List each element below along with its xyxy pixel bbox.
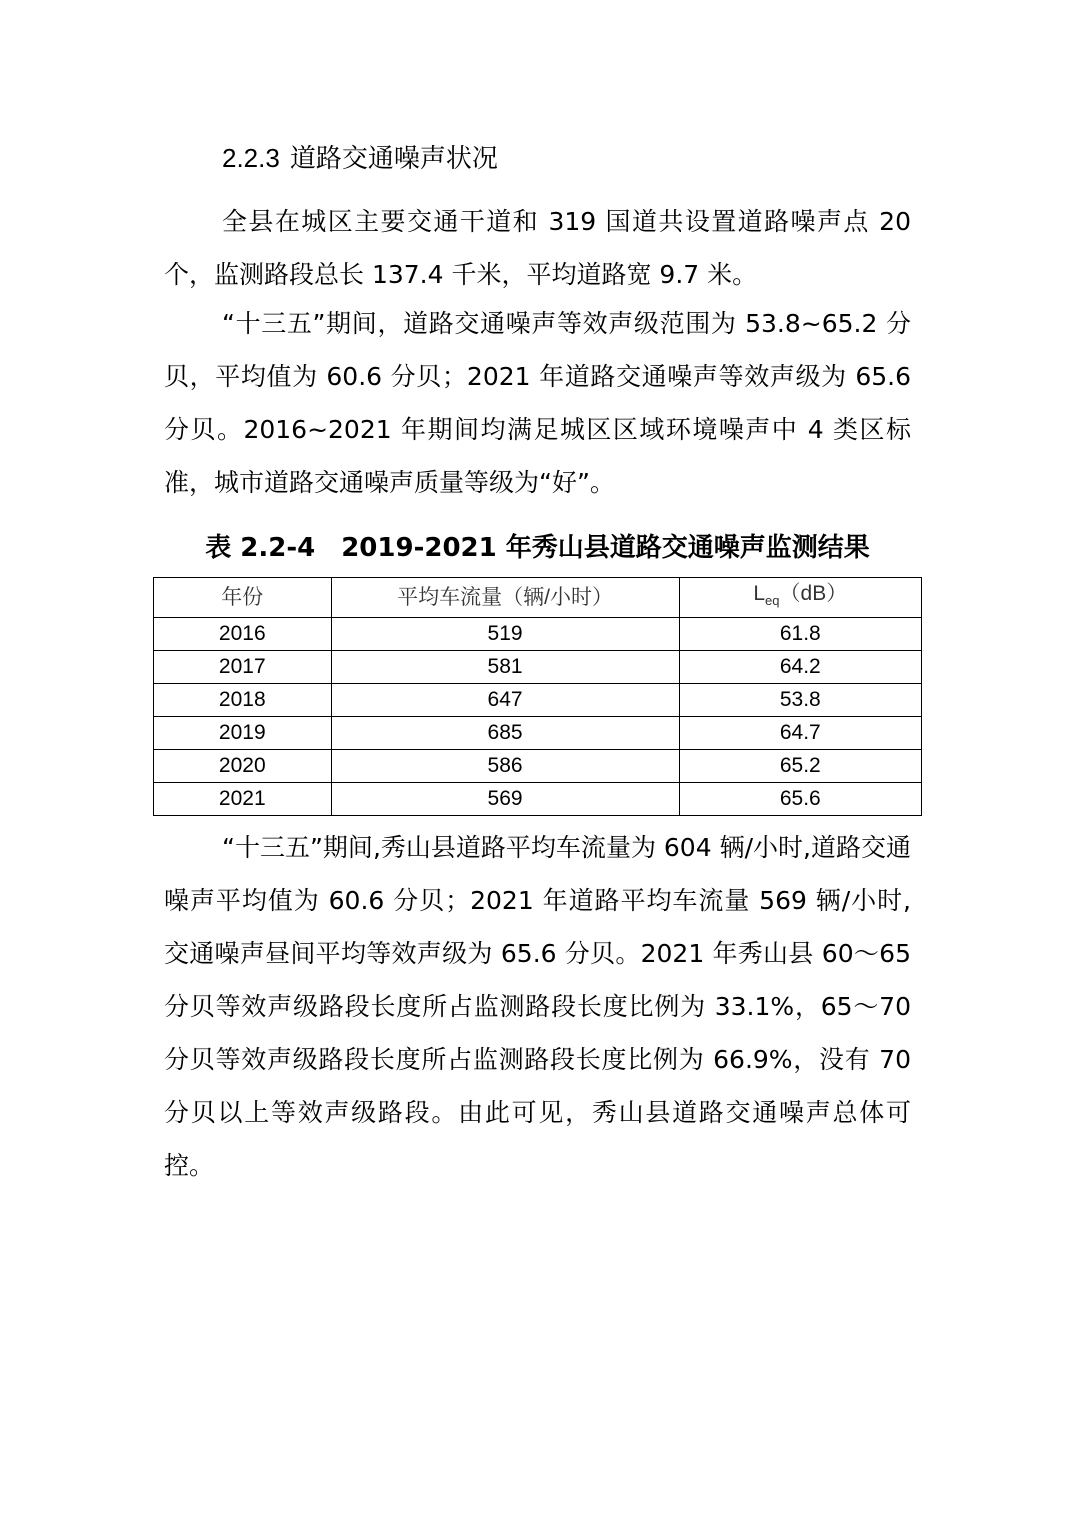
paragraph-noise-range: “十三五”期间，道路交通噪声等效声级范围为 53.8~65.2 分贝，平均值为 60.6 分贝；2021 年道路交通噪声等效声级为 65.6 分贝。2016~2021 年期间均满足城区区域环境噪声中 4 类区标准，城市道路交通噪声质量等级为“好”。 <box>164 309 911 497</box>
header-traffic-flow: 平均车流量（辆/小时） <box>331 578 679 618</box>
paragraph-traffic-summary: “十三五”期间,秀山县道路平均车流量为 604 辆/小时,道路交通噪声平均值为 60.6 分贝；2021 年道路平均车流量 569 辆/小时,交通噪声昼间平均等效声级为 65.6 分贝。2021 年秀山县 60～65 分贝等效声级路段长度所占监测路段长度比例为 33.1%，65～70 分贝等效声级路段长度所占监测路段长度比例为 66.9%，没有 70 分贝以上等效声级路段。由此可见，秀山县道路交通噪声总体可控。 <box>164 833 911 1180</box>
cell-flow: 519 <box>331 618 679 651</box>
cell-leq: 65.6 <box>679 783 921 816</box>
cell-year: 2021 <box>154 783 332 816</box>
noise-results-table <box>153 577 922 816</box>
header-leq-subscript: eq <box>765 593 780 609</box>
cell-year: 2018 <box>154 684 332 717</box>
table-caption: 表 2.2-4 2019-2021 年秀山县道路交通噪声监测结果 <box>205 533 870 563</box>
paragraph-monitoring-points: 全县在城区主要交通干道和 319 国道共设置道路噪声点 20 个，监测路段总长 137.4 千米，平均道路宽 9.7 米。 <box>164 207 911 289</box>
cell-year: 2016 <box>154 618 332 651</box>
cell-leq: 65.2 <box>679 750 921 783</box>
table-row <box>154 783 922 816</box>
cell-leq: 64.7 <box>679 717 921 750</box>
cell-flow: 647 <box>331 684 679 717</box>
cell-leq: 64.2 <box>679 651 921 684</box>
table-row <box>154 684 922 717</box>
cell-leq: 61.8 <box>679 618 921 651</box>
header-year: 年份 <box>154 578 332 618</box>
header-leq-unit: （dB） <box>779 582 848 605</box>
section-heading <box>222 140 498 177</box>
table-header-row <box>154 578 922 618</box>
cell-flow: 569 <box>331 783 679 816</box>
cell-year: 2020 <box>154 750 332 783</box>
cell-year: 2019 <box>154 717 332 750</box>
header-leq-symbol: L <box>753 582 766 605</box>
cell-leq: 53.8 <box>679 684 921 717</box>
cell-flow: 586 <box>331 750 679 783</box>
section-number: 2.2.3 <box>222 143 280 173</box>
header-leq <box>679 578 921 618</box>
table-row <box>154 717 922 750</box>
table-row <box>154 750 922 783</box>
section-title: 道路交通噪声状况 <box>289 144 498 174</box>
table-row <box>154 618 922 651</box>
cell-year: 2017 <box>154 651 332 684</box>
cell-flow: 685 <box>331 717 679 750</box>
table-row <box>154 651 922 684</box>
cell-flow: 581 <box>331 651 679 684</box>
